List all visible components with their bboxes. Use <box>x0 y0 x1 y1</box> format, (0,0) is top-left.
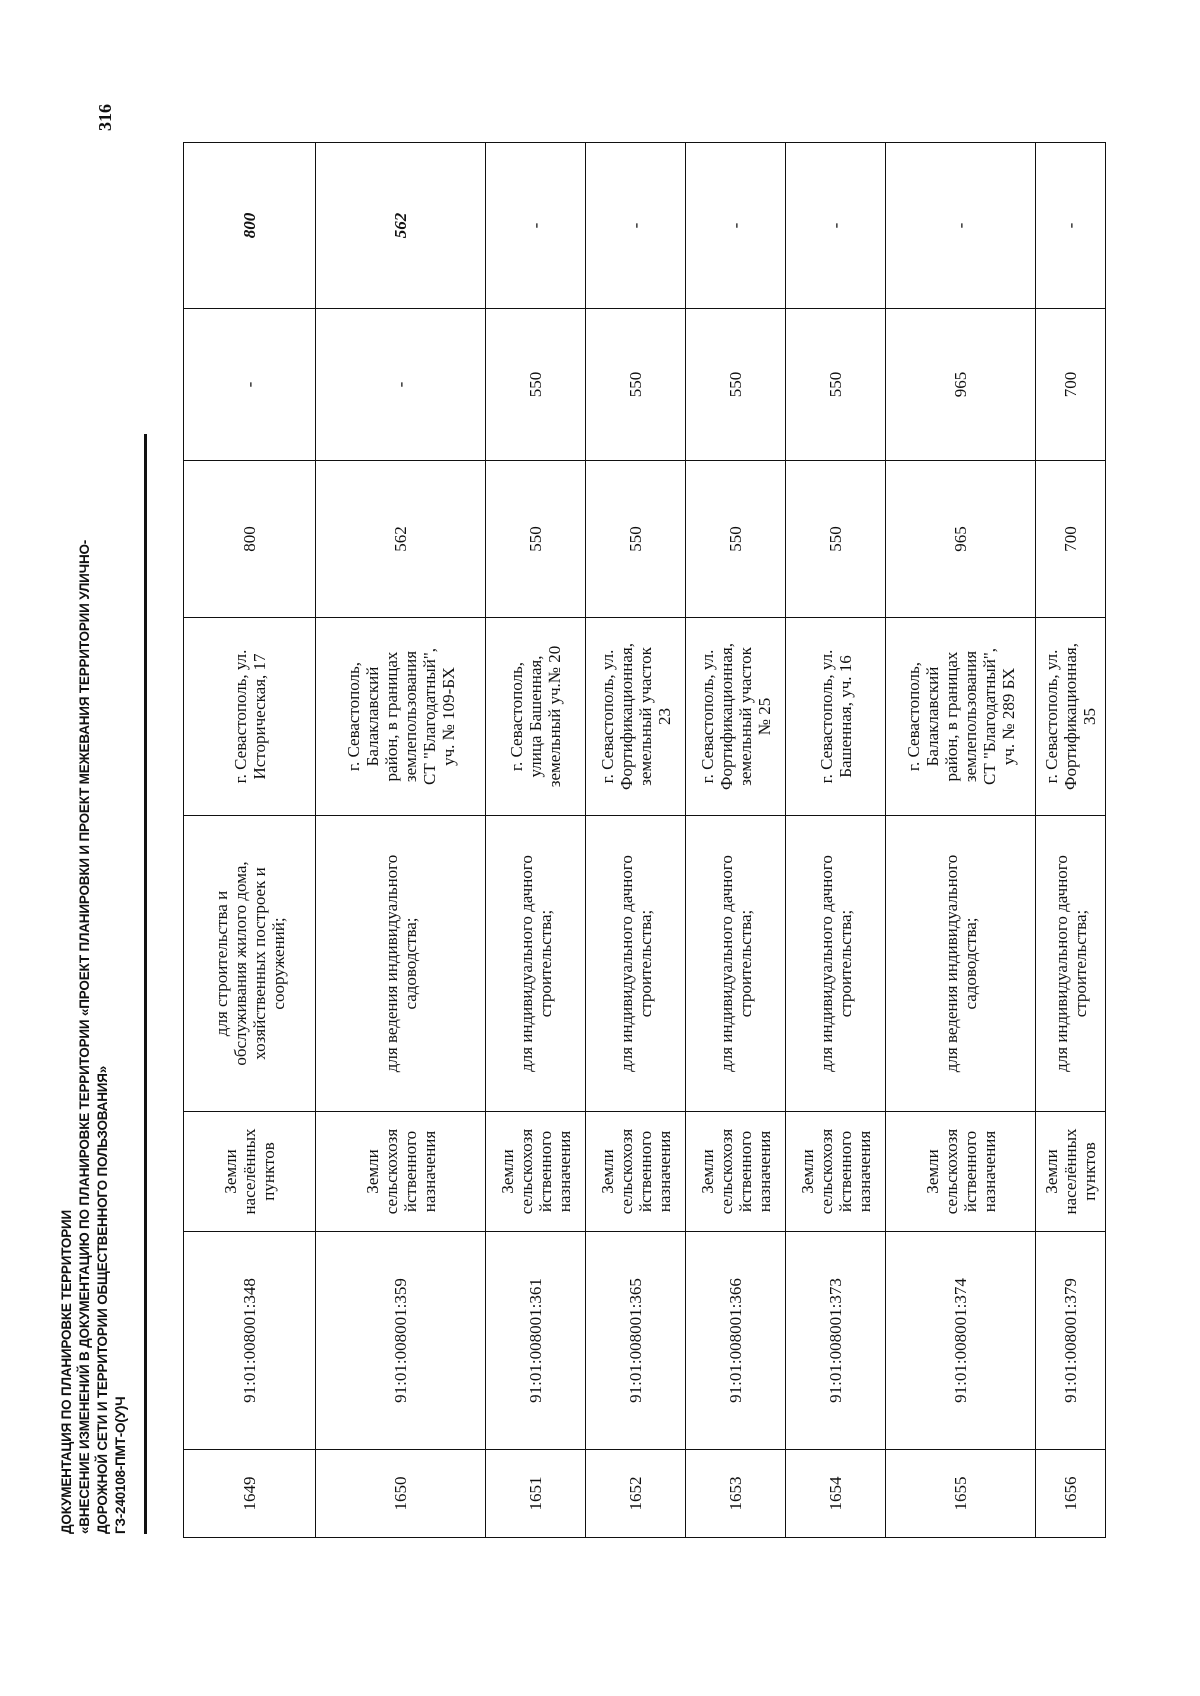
row-number-cell: 1656 <box>1036 1450 1106 1538</box>
area-b-cell: - <box>486 143 586 309</box>
area-cell: 562 <box>316 461 486 618</box>
address-cell: г. Севастополь, ул. Фортификационная, 35 <box>1036 618 1106 816</box>
area-b-cell: - <box>686 143 786 309</box>
permitted-use-cell: для индивидуального дачного строительства; <box>586 816 686 1112</box>
area-cell: 800 <box>184 461 316 618</box>
area-cell: 700 <box>1036 461 1106 618</box>
table-row <box>486 143 586 1538</box>
area-a-cell: - <box>184 309 316 461</box>
area-cell: 550 <box>586 461 686 618</box>
area-b-cell: - <box>586 143 686 309</box>
land-category-cell: Земли сельскохозя йственного назначения <box>686 1112 786 1232</box>
header-line-4: ГЗ-240108-ПМТ-О(У)Ч <box>113 1396 128 1534</box>
permitted-use-cell: для ведения индивидуального садоводства; <box>316 816 486 1112</box>
land-category-cell: Земли населённых пунктов <box>1036 1112 1106 1232</box>
header-divider <box>144 434 147 1534</box>
row-number-cell: 1654 <box>786 1450 886 1538</box>
address-cell: г. Севастополь, ул. Историческая, 17 <box>184 618 316 816</box>
permitted-use-cell: для индивидуального дачного строительства; <box>1036 816 1106 1112</box>
address-cell: г. Севастополь, ул. Башенная, уч. 16 <box>786 618 886 816</box>
cadastral-number-cell: 91:01:008001:348 <box>184 1232 316 1450</box>
table-row <box>1036 143 1106 1538</box>
area-cell: 550 <box>686 461 786 618</box>
land-category-cell: Земли сельскохозя йственного назначения <box>786 1112 886 1232</box>
table-row <box>686 143 786 1538</box>
header-line-3: ДОРОЖНОЙ СЕТИ И ТЕРРИТОРИИ ОБЩЕСТВЕННОГО ПОЛЬЗОВАНИЯ» <box>95 1065 110 1534</box>
table-row <box>586 143 686 1538</box>
address-cell: г. Севастополь, Балаклавский район, в границах землепользования СТ "Благодатный", уч. № 289 БХ <box>886 618 1036 816</box>
permitted-use-cell: для ведения индивидуального садоводства; <box>886 816 1036 1112</box>
address-cell: г. Севастополь, ул. Фортификационная, земельный участок № 25 <box>686 618 786 816</box>
permitted-use-cell: для строительства и обслуживания жилого дома, хозяйственных построек и сооружений; <box>184 816 316 1112</box>
cadastral-number-cell: 91:01:008001:366 <box>686 1232 786 1450</box>
table-row <box>316 143 486 1538</box>
cadastral-number-cell: 91:01:008001:379 <box>1036 1232 1106 1450</box>
table-row <box>184 143 316 1538</box>
area-b-cell: - <box>886 143 1036 309</box>
row-number-cell: 1649 <box>184 1450 316 1538</box>
area-a-cell: 550 <box>586 309 686 461</box>
header-line-1: ДОКУМЕНТАЦИЯ ПО ПЛАНИРОВКЕ ТЕРРИТОРИИ <box>59 1209 74 1534</box>
table-row <box>786 143 886 1538</box>
land-plots-table <box>183 142 1106 1538</box>
row-number-cell: 1652 <box>586 1450 686 1538</box>
land-category-cell: Земли сельскохозя йственного назначения <box>486 1112 586 1232</box>
cadastral-number-cell: 91:01:008001:373 <box>786 1232 886 1450</box>
page-number: 316 <box>95 104 115 131</box>
cadastral-number-cell: 91:01:008001:365 <box>586 1232 686 1450</box>
cadastral-number-cell: 91:01:008001:374 <box>886 1232 1036 1450</box>
area-a-cell: 550 <box>786 309 886 461</box>
area-a-cell: 550 <box>486 309 586 461</box>
area-a-cell: 700 <box>1036 309 1106 461</box>
row-number-cell: 1653 <box>686 1450 786 1538</box>
land-category-cell: Земли сельскохозя йственного назначения <box>886 1112 1036 1232</box>
permitted-use-cell: для индивидуального дачного строительства; <box>786 816 886 1112</box>
document-header <box>58 334 130 1534</box>
permitted-use-cell: для индивидуального дачного строительства; <box>486 816 586 1112</box>
row-number-cell: 1651 <box>486 1450 586 1538</box>
address-cell: г. Севастополь, Балаклавский район, в границах землепользования СТ "Благодатный", уч. № 109-БХ <box>316 618 486 816</box>
table-row <box>886 143 1036 1538</box>
land-category-cell: Земли населённых пунктов <box>184 1112 316 1232</box>
area-b-cell: - <box>1036 143 1106 309</box>
land-category-cell: Земли сельскохозя йственного назначения <box>586 1112 686 1232</box>
area-a-cell: 965 <box>886 309 1036 461</box>
row-number-cell: 1655 <box>886 1450 1036 1538</box>
area-cell: 965 <box>886 461 1036 618</box>
cadastral-number-cell: 91:01:008001:359 <box>316 1232 486 1450</box>
header-line-2: «ВНЕСЕНИЕ ИЗМЕНЕНИЙ В ДОКУМЕНТАЦИЮ ПО ПЛАНИРОВКЕ ТЕРРИТОРИИ «ПРОЕКТ ПЛАНИРОВКИ И ПРОЕКТ МЕЖЕВАНИЯ ТЕРРИТОРИИ УЛИЧНО- <box>77 539 92 1534</box>
row-number-cell: 1650 <box>316 1450 486 1538</box>
land-category-cell: Земли сельскохозя йственного назначения <box>316 1112 486 1232</box>
area-cell: 550 <box>486 461 586 618</box>
permitted-use-cell: для индивидуального дачного строительства; <box>686 816 786 1112</box>
table-body <box>184 143 1106 1538</box>
cadastral-number-cell: 91:01:008001:361 <box>486 1232 586 1450</box>
address-cell: г. Севастополь, улица Башенная, земельный уч.№ 20 <box>486 618 586 816</box>
area-a-cell: - <box>316 309 486 461</box>
area-b-cell: - <box>786 143 886 309</box>
area-b-cell: 562 <box>316 143 486 309</box>
area-b-cell: 800 <box>184 143 316 309</box>
address-cell: г. Севастополь, ул. Фортификационная, земельный участок 23 <box>586 618 686 816</box>
area-a-cell: 550 <box>686 309 786 461</box>
area-cell: 550 <box>786 461 886 618</box>
